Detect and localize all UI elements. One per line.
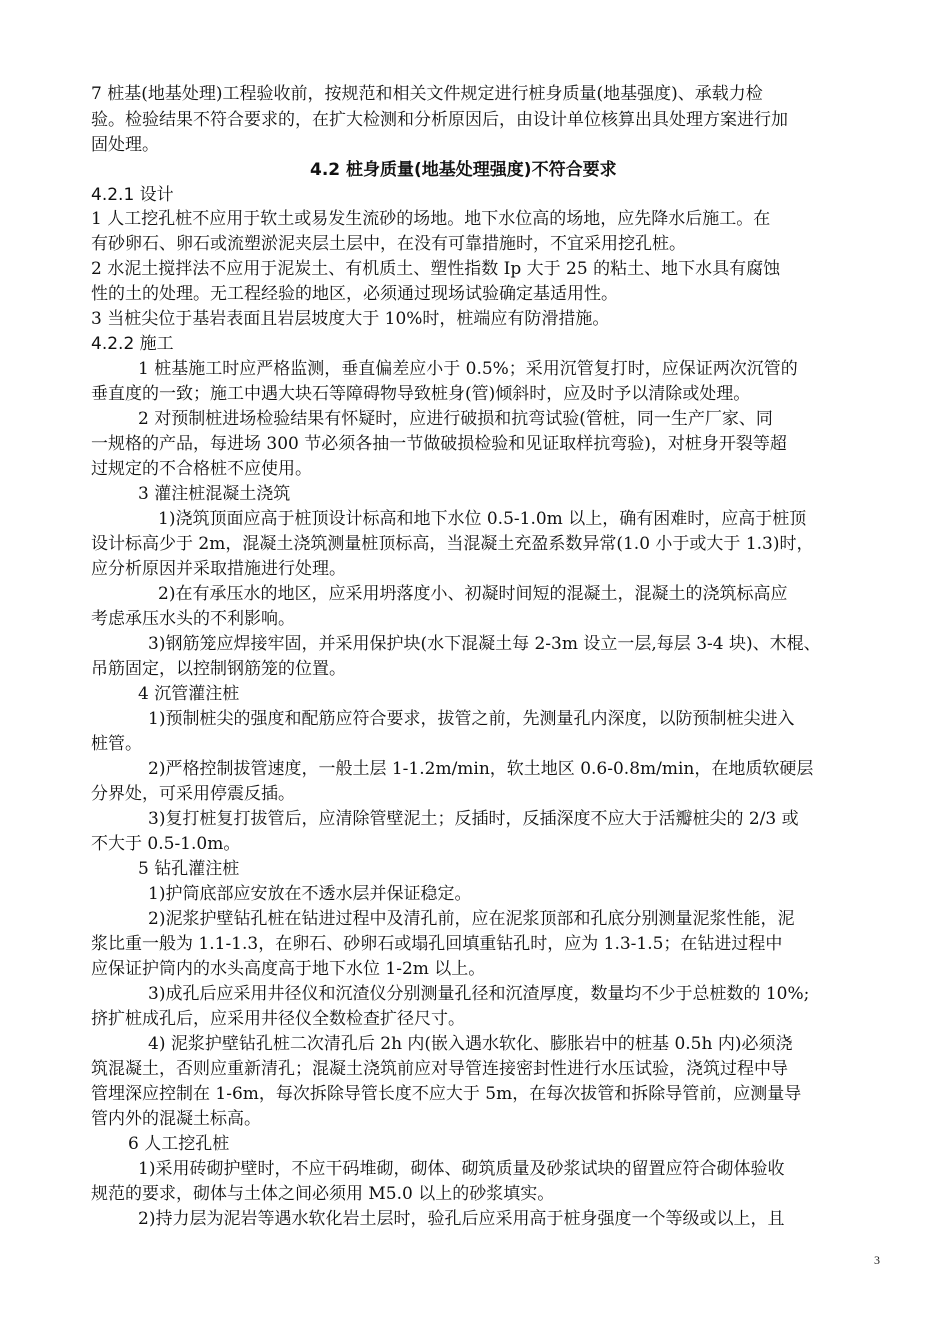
list-heading: 5 钻孔灌注桩 bbox=[138, 859, 240, 879]
paragraph-line: 3)钢筋笼应焊接牢固，并采用保护块(水下混凝土每 2-3m 设立一层,每层 3-4 块)、木棍、 bbox=[148, 634, 821, 654]
paragraph-line: 桩管。 bbox=[91, 734, 142, 754]
paragraph-line: 考虑承压水头的不利影响。 bbox=[91, 609, 295, 629]
paragraph-line: 2 水泥土搅拌法不应用于泥炭土、有机质土、塑性指数 Ip 大于 25 的粘土、地下水具有腐蚀 bbox=[91, 259, 781, 279]
paragraph-line: 2 对预制桩进场检验结果有怀疑时，应进行破损和抗弯试验(管桩，同一生产厂家、同 bbox=[138, 409, 773, 429]
paragraph-line: 性的土的处理。无工程经验的地区，必须通过现场试验确定基适用性。 bbox=[91, 284, 618, 304]
paragraph-line: 固处理。 bbox=[91, 135, 159, 155]
paragraph-line: 设计标高少于 2m，混凝土浇筑测量桩顶标高，当混凝土充盈系数异常(1.0 小于或大于 1.3)时， bbox=[91, 534, 814, 554]
subsection-heading: 4.2.2 施工 bbox=[91, 334, 174, 354]
paragraph-line: 1)护筒底部应安放在不透水层并保证稳定。 bbox=[148, 884, 472, 904]
section-heading: 4.2 桩身质量(地基处理强度)不符合要求 bbox=[310, 160, 617, 180]
paragraph-line: 1)预制桩尖的强度和配筋应符合要求，拔管之前，先测量孔内深度，以防预制桩尖进入 bbox=[148, 709, 795, 729]
paragraph-line: 3)复打桩复打拔管后，应清除管壁泥土；反插时，反插深度不应大于活瓣桩尖的 2/3 或 bbox=[148, 809, 799, 829]
paragraph-line: 验。检验结果不符合要求的，在扩大检测和分析原因后，由设计单位核算出具处理方案进行加 bbox=[91, 110, 788, 130]
paragraph-line: 应分析原因并采取措施进行处理。 bbox=[91, 559, 346, 579]
paragraph-line: 吊筋固定，以控制钢筋笼的位置。 bbox=[91, 659, 346, 679]
paragraph-line: 规范的要求，砌体与土体之间必须用 M5.0 以上的砂浆填实。 bbox=[91, 1184, 555, 1204]
paragraph-line: 一规格的产品，每进场 300 节必须各抽一节做破损检验和见证取样抗弯验)，对桩身开裂等超 bbox=[91, 434, 787, 454]
list-heading: 6 人工挖孔桩 bbox=[128, 1134, 230, 1154]
paragraph-line: 1 人工挖孔桩不应用于软土或易发生流砂的场地。地下水位高的场地，应先降水后施工。在 bbox=[91, 209, 771, 229]
paragraph-line: 1 桩基施工时应严格监测，垂直偏差应小于 0.5%；采用沉管复打时，应保证两次沉管的 bbox=[138, 359, 798, 379]
paragraph-line: 4) 泥浆护壁钻孔桩二次清孔后 2h 内(嵌入遇水软化、膨胀岩中的桩基 0.5h 内)必须浇 bbox=[148, 1034, 793, 1054]
page-number: 3 bbox=[874, 1253, 880, 1267]
paragraph-line: 垂直度的一致；施工中遇大块石等障碍物导致桩身(管)倾斜时，应及时予以清除或处理。 bbox=[91, 384, 751, 404]
paragraph-line: 不大于 0.5-1.0m。 bbox=[91, 834, 241, 854]
paragraph-line: 2)严格控制拔管速度，一般土层 1-1.2m/min，软土地区 0.6-0.8m/min，在地质软硬层 bbox=[148, 759, 814, 779]
paragraph-line: 2)泥浆护壁钻孔桩在钻进过程中及清孔前，应在泥浆顶部和孔底分别测量泥浆性能，泥 bbox=[148, 909, 795, 929]
paragraph-line: 7 桩基(地基处理)工程验收前，按规范和相关文件规定进行桩身质量(地基强度)、承载力检 bbox=[91, 84, 763, 104]
paragraph-line: 挤扩桩成孔后，应采用井径仪全数检查扩径尺寸。 bbox=[91, 1009, 465, 1029]
paragraph-line: 1)采用砖砌护壁时，不应干码堆砌，砌体、砌筑质量及砂浆试块的留置应符合砌体验收 bbox=[138, 1159, 785, 1179]
paragraph-line: 筑混凝土，否则应重新清孔；混凝土浇筑前应对导管连接密封性进行水压试验，浇筑过程中导 bbox=[91, 1059, 788, 1079]
paragraph-line: 管内外的混凝土标高。 bbox=[91, 1109, 261, 1129]
paragraph-line: 管埋深应控制在 1-6m，每次拆除导管长度不应大于 5m，在每次拔管和拆除导管前，应测量导 bbox=[91, 1084, 802, 1104]
paragraph-line: 有砂卵石、卵石或流塑淤泥夹层土层中，在没有可靠措施时，不宜采用挖孔桩。 bbox=[91, 234, 686, 254]
paragraph-line: 2)在有承压水的地区，应采用坍落度小、初凝时间短的混凝土，混凝土的浇筑标高应 bbox=[158, 584, 788, 604]
paragraph-line: 浆比重一般为 1.1-1.3，在卵石、砂卵石或塌孔回填重钻孔时，应为 1.3-1.5；在钻进过程中 bbox=[91, 934, 783, 954]
subsection-heading: 4.2.1 设计 bbox=[91, 185, 174, 205]
paragraph-line: 分界处，可采用停震反插。 bbox=[91, 784, 295, 804]
paragraph-line: 1)浇筑顶面应高于桩顶设计标高和地下水位 0.5-1.0m 以上，确有困难时，应高于桩顶 bbox=[158, 509, 807, 529]
paragraph-line: 3)成孔后应采用井径仪和沉渣仪分别测量孔径和沉渣厚度，数量均不少于总桩数的 10%; bbox=[148, 984, 810, 1004]
paragraph-line: 3 当桩尖位于基岩表面且岩层坡度大于 10%时，桩端应有防滑措施。 bbox=[91, 309, 610, 329]
paragraph-line: 2)持力层为泥岩等遇水软化岩土层时，验孔后应采用高于桩身强度一个等级或以上，且 bbox=[138, 1209, 785, 1229]
list-heading: 3 灌注桩混凝土浇筑 bbox=[138, 484, 291, 504]
list-heading: 4 沉管灌注桩 bbox=[138, 684, 240, 704]
paragraph-line: 过规定的不合格桩不应使用。 bbox=[91, 459, 312, 479]
paragraph-line: 应保证护筒内的水头高度高于地下水位 1-2m 以上。 bbox=[91, 959, 486, 979]
